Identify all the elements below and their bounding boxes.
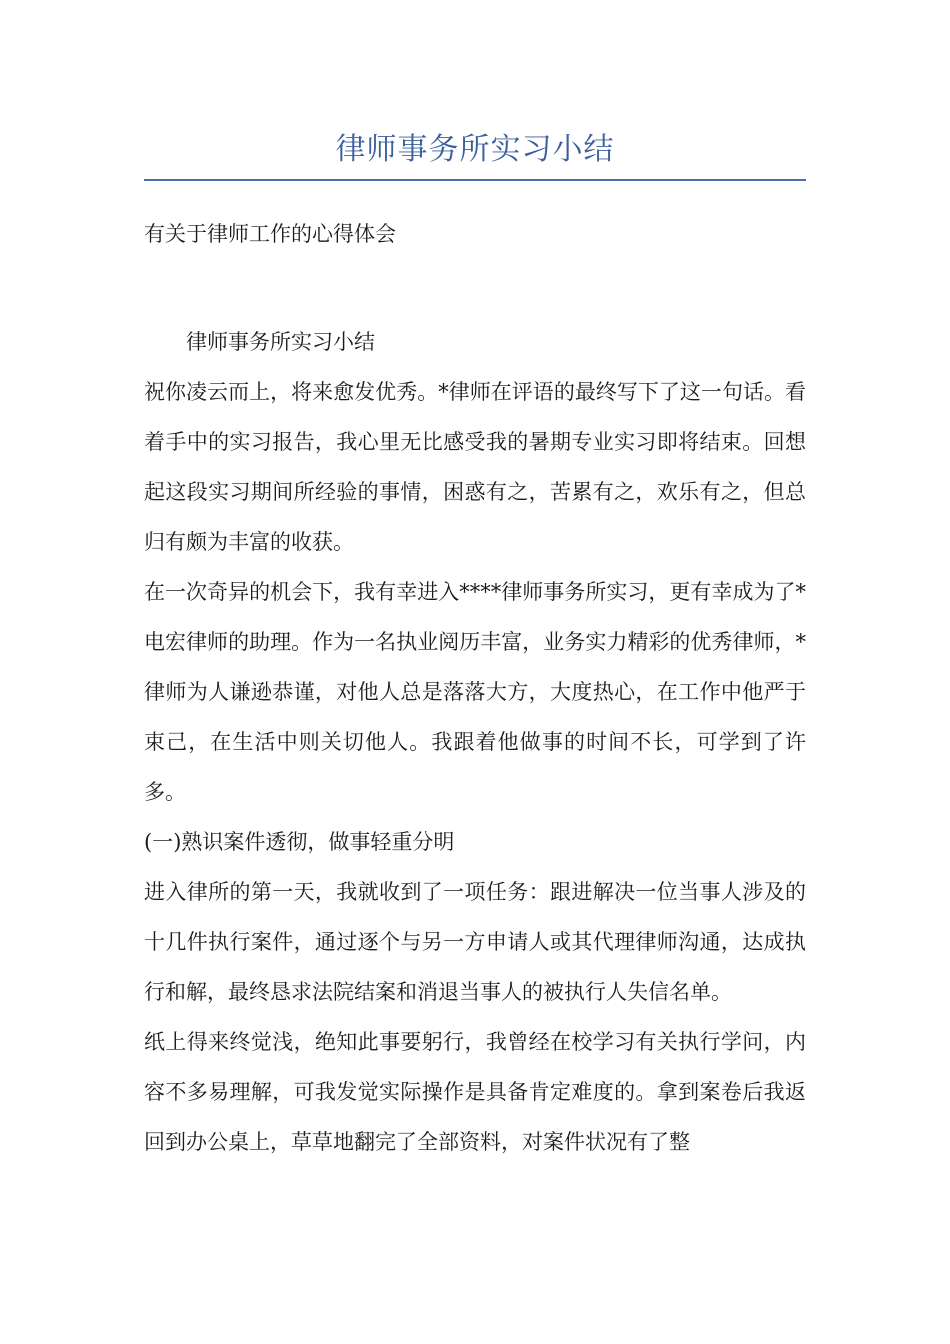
document-body — [144, 317, 806, 1167]
paragraph: 祝你凌云而上，将来愈发优秀。*律师在评语的最终写下了这一句话。看着手中的实习报告，我心里无比感受我的暑期专业实习即将结束。回想起这段实习期间所经验的事情，困惑有之，苦累有之，欢乐有之，但总归有颇为丰富的收获。 — [144, 380, 806, 554]
paragraph: 在一次奇异的机会下，我有幸进入****律师事务所实习，更有幸成为了*电宏律师的助理。作为一名执业阅历丰富，业务实力精彩的优秀律师，*律师为人谦逊恭谨，对他人总是落落大方，大度热心，在工作中他严于束己，在生活中则关切他人。我跟着他做事的时间不长，可学到了许多。 — [144, 580, 806, 804]
title-underline — [144, 179, 806, 181]
section-heading: 律师事务所实习小结 — [186, 330, 375, 354]
paragraph: 进入律所的第一天，我就收到了一项任务：跟进解决一位当事人涉及的十几件执行案件，通过逐个与另一方申请人或其代理律师沟通，达成执行和解，最终恳求法院结案和消退当事人的被执行人失信名单。 — [144, 880, 806, 1004]
document-title: 律师事务所实习小结 — [335, 132, 615, 167]
subsection-heading: (一)熟识案件透彻，做事轻重分明 — [144, 830, 455, 854]
document-subtitle: 有关于律师工作的心得体会 — [144, 222, 396, 246]
paragraph: 纸上得来终觉浅，绝知此事要躬行，我曾经在校学习有关执行学问，内容不多易理解，可我发觉实际操作是具备肯定难度的。拿到案卷后我返回到办公桌上，草草地翻完了全部资料，对案件状况有了整 — [144, 1030, 806, 1154]
